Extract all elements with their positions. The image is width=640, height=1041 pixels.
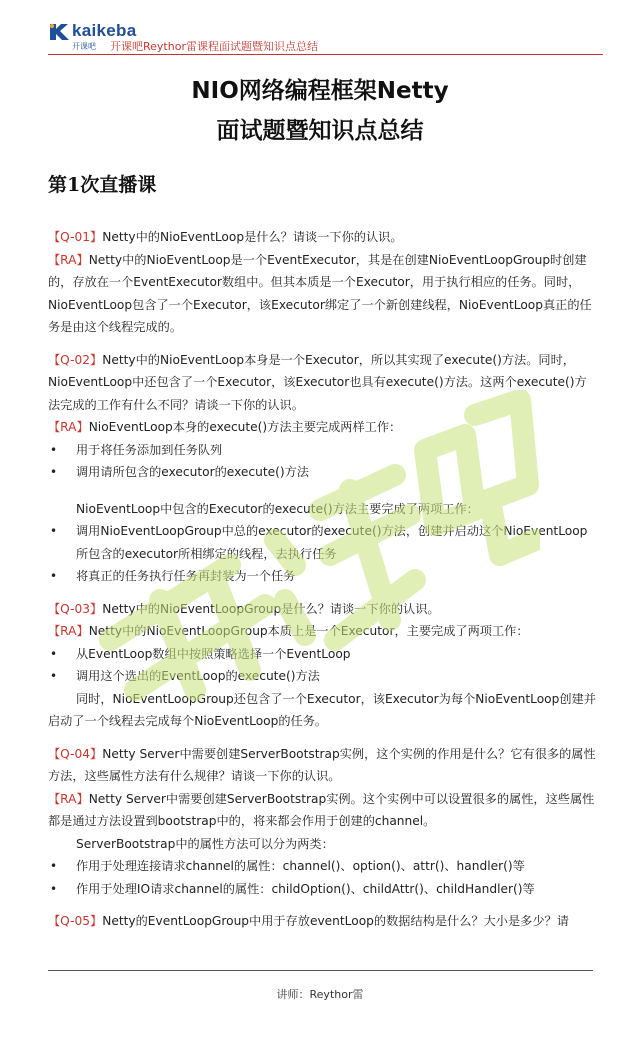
- list-item: • 用于将任务添加到任务队列: [48, 439, 596, 462]
- answer-q04: [48, 788, 596, 833]
- answer-subtext: NioEventLoop中包含的Executor的execute()方法主要完成了两项工作：: [76, 501, 479, 516]
- answer-text: Netty中的NioEventLoopGroup本质上是一个Executor，主要完成了两项工作：: [88, 624, 529, 638]
- answer-text: NioEventLoop本身的execute()方法主要完成两样工作：: [88, 420, 402, 434]
- footer-divider: [48, 970, 593, 971]
- list-item: • 作用于处理IO请求channel的属性：childOption()、childAttr()、childHandler()等: [48, 878, 596, 901]
- lecture-heading: 第1次直播课: [48, 174, 157, 196]
- question-tag: 【Q-03】: [48, 601, 103, 616]
- document-title-line1: NIO网络编程框架Netty: [191, 78, 449, 104]
- answer-tag: 【RA】: [48, 624, 89, 638]
- brand-logo: [48, 20, 137, 54]
- answer-text: Netty Server中需要创建ServerBootstrap实例。这个实例中可以设置很多的属性，这些属性都是通过方法设置到bootstrap中的，将来都会作用于创建的channel。: [48, 791, 595, 828]
- answer-q03: [48, 620, 596, 643]
- header-divider: [48, 54, 603, 55]
- footer-text: 讲师：Reythor雷: [276, 988, 364, 1001]
- qa-content: [48, 226, 596, 933]
- list-item: • 从EventLoop数组中按照策略选择一个EventLoop: [48, 643, 596, 666]
- question-text: Netty的EventLoopGroup中用于存放eventLoop的数据结构是什么？大小是多少？请: [102, 914, 569, 928]
- question-tag: 【Q-05】: [48, 914, 103, 928]
- question-tag: 【Q-02】: [48, 352, 103, 367]
- question-q02: [48, 349, 596, 417]
- brand-mark-icon: [48, 22, 70, 42]
- logo-sub: 开课吧: [72, 42, 96, 51]
- answer-tag: 【RA】: [48, 791, 89, 806]
- question-q05: [48, 910, 596, 933]
- question-q03: [48, 598, 596, 621]
- document-title-line2: 面试题暨知识点总结: [216, 118, 424, 144]
- answer-extra: 同时，NioEventLoopGroup还包含了一个Executor，该Executor为每个NioEventLoop创建并启动了一个线程去完成每个NioEventLoop的任务。: [48, 691, 596, 728]
- list-item: • 调用NioEventLoopGroup中总的executor的execute()方法，创建并启动这个NioEventLoop所包含的executor所相绑定的线程，去执行任务: [48, 520, 596, 565]
- list-item: • 将真正的任务执行任务再封装为一个任务: [48, 565, 596, 588]
- header-title: 开课吧Reythor雷课程面试题暨知识点总结: [110, 40, 318, 53]
- answer-subtext: ServerBootstrap中的属性方法可以分为两类：: [76, 836, 334, 851]
- list-item: • 调用请所包含的executor的execute()方法: [48, 461, 596, 484]
- question-q04: [48, 743, 596, 788]
- question-tag: 【Q-04】: [48, 746, 103, 761]
- list-item: • 作用于处理连接请求channel的属性：channel()、option()、attr()、handler()等: [48, 855, 596, 878]
- answer-tag: 【RA】: [48, 252, 89, 267]
- list-item: • 调用这个选出的EventLoop的execute()方法: [48, 665, 596, 688]
- answer-tag: 【RA】: [48, 420, 89, 434]
- answer-q02: [48, 416, 596, 439]
- answer-q01: [48, 249, 596, 339]
- question-text: Netty中的NioEventLoopGroup是什么？请谈一下你的认识。: [102, 601, 440, 616]
- question-text: Netty Server中需要创建ServerBootstrap实例，这个实例的作用是什么？它有很多的属性方法，这些属性方法有什么规律？请谈一下你的认识。: [48, 746, 596, 783]
- question-text: Netty中的NioEventLoop本身是一个Executor，所以其实现了execute()方法。同时，NioEventLoop中还包含了一个Executor，该Executor也具有execute()方法。这两个execute()方法完成的工作有什么不同？请谈一下你的认识。: [48, 352, 587, 412]
- question-q01: [48, 226, 596, 249]
- answer-text: Netty中的NioEventLoop是一个EventExecutor，其是在创建NioEventLoopGroup时创建的，存放在一个EventExecutor数组中。但其本质是一个Executor，用于执行相应的任务。同时，NioEventLoop包含了一个Executor，该Executor绑定了一个新创建线程，NioEventLoop真正的任务是由这个线程完成的。: [48, 252, 592, 334]
- question-tag: 【Q-01】: [48, 230, 103, 244]
- page-header: [48, 20, 603, 56]
- logo-text: kaikeba: [72, 21, 137, 40]
- question-text: Netty中的NioEventLoop是什么？请谈一下你的认识。: [102, 230, 403, 244]
